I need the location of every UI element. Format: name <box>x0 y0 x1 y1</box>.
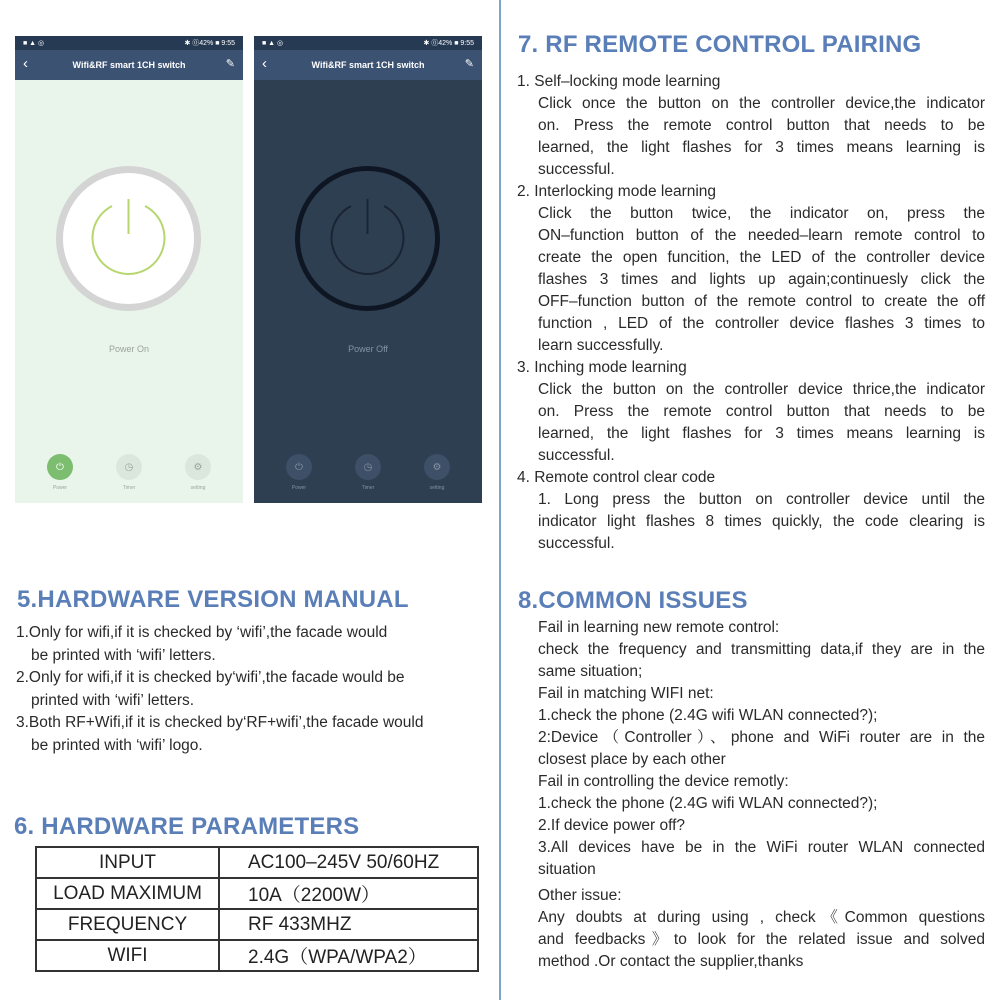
gear-icon: ⚙ <box>185 454 211 480</box>
power-state-label: Power On <box>108 344 150 354</box>
status-bar <box>254 36 482 50</box>
text-line: closest place by each other <box>538 751 726 768</box>
text-line: situation <box>538 861 596 878</box>
power-button[interactable] <box>295 166 440 311</box>
status-icons-right: ✱ ⓪42% ■ 9:55 <box>184 40 235 47</box>
status-icons-left: ■ ▲ ◎ <box>23 40 45 47</box>
bottom-nav <box>15 454 243 503</box>
power-state-label: Power Off <box>348 344 388 354</box>
param-value: 2.4G（WPA/WPA2） <box>219 940 478 971</box>
app-bar <box>254 50 482 80</box>
text-line: 1.check the phone (2.4G wifi WLAN connected?); <box>538 707 878 724</box>
nav-power[interactable] <box>274 454 324 491</box>
text-line: successful. <box>538 447 615 464</box>
text-line: 1.Only for wifi,if it is checked by ‘wifi’,the facade would <box>16 624 388 641</box>
section-5-body <box>16 622 482 757</box>
text-line: 2.If device power off? <box>538 817 686 834</box>
app-title: Wifi&RF smart 1CH switch <box>72 60 186 70</box>
column-divider <box>499 0 501 1000</box>
status-bar <box>15 36 243 50</box>
power-on-icon <box>63 173 194 304</box>
nav-power-label: Power <box>52 485 68 491</box>
text-line: create the open funcition, the LED of the controller device <box>538 249 985 266</box>
text-line: OFF–function button of the remote control to create the off <box>538 293 985 310</box>
param-value: AC100–245V 50/60HZ <box>219 847 478 878</box>
nav-power[interactable] <box>35 454 85 491</box>
text-line: on. Press the remote control button that needs to be <box>538 403 985 420</box>
text-line: flashes 3 times and lights up again;continuesly click the <box>538 271 985 288</box>
app-title: Wifi&RF smart 1CH switch <box>311 60 425 70</box>
text-line: Fail in controlling the device remotly: <box>538 773 789 790</box>
text-line: successful. <box>538 535 615 552</box>
timer-icon: ◷ <box>116 454 142 480</box>
back-arrow-icon[interactable]: ‹ <box>262 55 267 72</box>
param-key: WIFI <box>36 940 219 971</box>
item-text <box>517 379 985 467</box>
power-icon: ⏻ <box>47 454 73 480</box>
text-line: on. Press the remote control button that needs to be <box>538 117 985 134</box>
phone-screenshot-power-on <box>15 36 243 503</box>
item-title: 3. Inching mode learning <box>517 359 687 376</box>
text-line: Click once the button on the controller device,the indicator <box>538 95 985 112</box>
table-row <box>36 909 478 940</box>
text-line: 3.All devices have be in the WiFi router WLAN connected <box>538 839 985 856</box>
item-title: 2. Interlocking mode learning <box>517 183 717 200</box>
text-line: successful. <box>538 161 615 178</box>
text-line: Fail in learning new remote control: <box>538 619 780 636</box>
timer-icon: ◷ <box>355 454 381 480</box>
param-key: FREQUENCY <box>36 909 219 940</box>
nav-timer-label: Timer <box>361 485 375 491</box>
nav-setting-label: setting <box>429 485 445 491</box>
text-line: be printed with ‘wifi’ logo. <box>31 736 203 754</box>
text-line: learned, the light flashes for 3 times means learning is <box>538 139 985 156</box>
text-line: Other issue: <box>538 887 622 904</box>
text-line: 3.Both RF+Wifi,if it is checked by‘RF+wifi’,the facade would <box>16 714 424 731</box>
text-line: same situation; <box>538 663 643 680</box>
text-line: 1.check the phone (2.4G wifi WLAN connected?); <box>538 795 878 812</box>
param-value: RF 433MHZ <box>219 909 478 940</box>
table-row <box>36 847 478 878</box>
param-value: 10A（2200W） <box>219 878 478 909</box>
text-line: method .Or contact the supplier,thanks <box>538 953 804 970</box>
section-8-heading: 8.COMMON ISSUES <box>518 587 748 614</box>
nav-setting[interactable] <box>412 454 462 491</box>
text-line: learned, the light flashes for 3 times means learning is <box>538 425 985 442</box>
power-icon: ⏻ <box>286 454 312 480</box>
nav-setting[interactable] <box>173 454 223 491</box>
switch-panel <box>254 80 482 503</box>
param-key: LOAD MAXIMUM <box>36 878 219 909</box>
item-title: 1. Self–locking mode learning <box>517 73 721 90</box>
text-line: 2.Only for wifi,if it is checked by‘wifi’,the facade would be <box>16 669 405 686</box>
item-text <box>517 203 985 357</box>
section-6-heading: 6. HARDWARE PARAMETERS <box>14 813 360 840</box>
text-line: function , LED of the controller device flashes 3 times to <box>538 315 985 332</box>
text-line: check the frequency and transmitting data,if they are in the <box>538 641 985 658</box>
power-off-icon <box>300 171 435 306</box>
text-line: ON–function button of the needed–learn remote control to <box>538 227 985 244</box>
switch-panel <box>15 80 243 503</box>
item-text <box>517 489 985 555</box>
param-key: INPUT <box>36 847 219 878</box>
table-row <box>36 878 478 909</box>
text-line: and feedbacks》to look for the related issue and solved <box>538 931 985 948</box>
text-line: Click the button on the controller device thrice,the indicator <box>538 381 985 398</box>
text-line: 2:Device（Controller）、phone and WiFi router are in the <box>538 729 985 746</box>
nav-power-label: Power <box>291 485 307 491</box>
section-5-heading: 5.HARDWARE VERSION MANUAL <box>17 586 409 613</box>
nav-timer-label: Timer <box>122 485 136 491</box>
text-line: Fail in matching WIFI net: <box>538 685 714 702</box>
text-line: learn successfully. <box>538 337 664 354</box>
section-8-body <box>538 617 985 973</box>
table-row <box>36 940 478 971</box>
section-7-body <box>517 71 985 555</box>
text-line: be printed with ‘wifi’ letters. <box>31 646 216 664</box>
power-button[interactable] <box>56 166 201 311</box>
bottom-nav <box>254 454 482 503</box>
nav-setting-label: setting <box>190 485 206 491</box>
text-line: Click the button twice, the indicator on, press the <box>538 205 985 222</box>
app-bar <box>15 50 243 80</box>
nav-timer[interactable] <box>104 454 154 491</box>
edit-pencil-icon[interactable]: ✎ <box>464 58 474 70</box>
item-title: 4. Remote control clear code <box>517 469 716 486</box>
text-line: 1. Long press the button on controller device until the <box>538 491 985 508</box>
text-line: printed with ‘wifi’ letters. <box>31 691 195 709</box>
status-icons-left: ■ ▲ ◎ <box>262 40 284 47</box>
gear-icon: ⚙ <box>424 454 450 480</box>
phone-screenshot-power-off <box>254 36 482 503</box>
nav-timer[interactable] <box>343 454 393 491</box>
text-line: Any doubts at during using , check《Common questions <box>538 909 985 926</box>
status-icons-right: ✱ ⓪42% ■ 9:55 <box>423 40 474 47</box>
back-arrow-icon[interactable]: ‹ <box>23 55 28 72</box>
edit-pencil-icon[interactable]: ✎ <box>225 58 235 70</box>
text-line: indicator light flashes 8 times quickly, the code clearing is <box>538 513 985 530</box>
hardware-parameters-table <box>35 846 479 972</box>
section-7-heading: 7. RF REMOTE CONTROL PAIRING <box>518 31 922 58</box>
item-text <box>517 93 985 181</box>
